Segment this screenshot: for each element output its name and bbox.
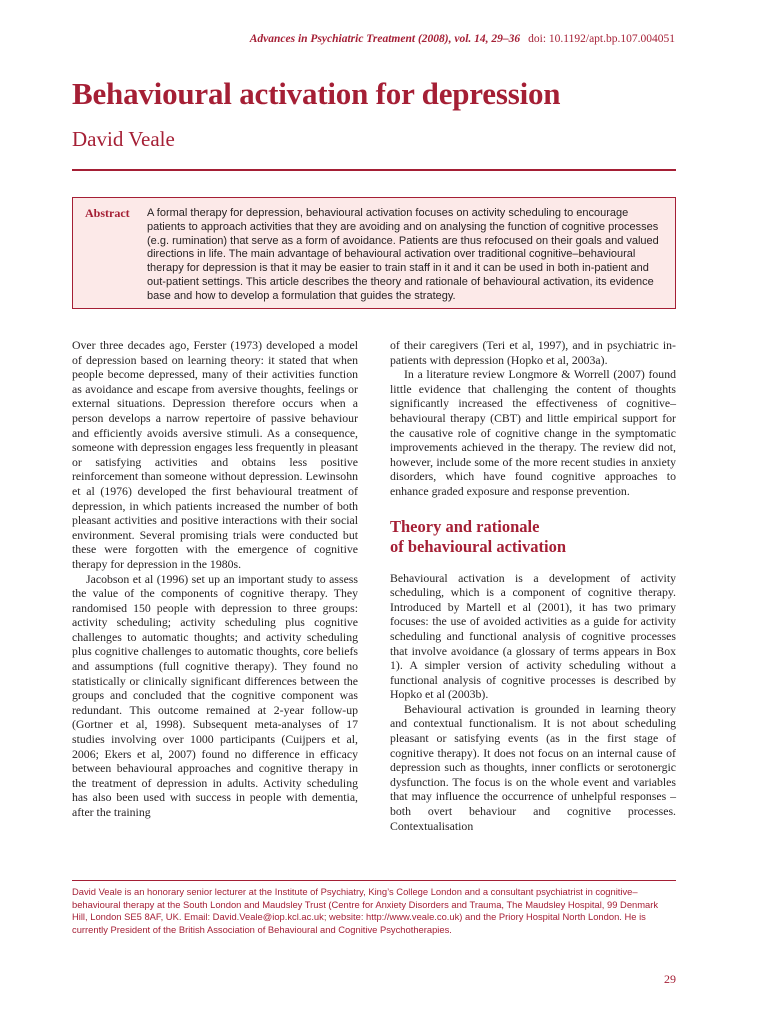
- body-paragraph: In a literature review Longmore & Worrell (2007) found little evidence that challenging the content of thoughts significantly increased the effectiveness of cognitive–behavioural therapy (CBT) and little empirical support for the causative role of cognitive change in the symptomatic improvements achieved in the therapy. The review did not, however, include some of the more recent studies in anxiety disorders, which have found cognitive approaches to enhance graded exposure and response prevention.: [390, 367, 676, 498]
- body-paragraph: Over three decades ago, Ferster (1973) developed a model of depression based on learning theory: it stated that when people become depressed, many of their activities function as avoidance and escape from aversive thoughts, feelings or external situations. Depression therefore occurs when a person develops a narrow repertoire of passive behaviour and efficiently avoids aversive stimuli. As a consequence, someone with depression engages less frequently in pleasant or satisfying activities and obtains less positive reinforcement than someone without depression. Lewinsohn et al (1976) developed the first behavioural treatment of depression, in which patients increased the number of both pleasant activities and positive interactions with their social environment. Several promising trials were conducted but these were forgotten with the emergence of cognitive therapy for depression in the 1980s.: [72, 338, 358, 571]
- journal-name: Advances in Psychiatric Treatment (2008), vol. 14, 29–36: [249, 33, 521, 45]
- section-heading-line-2: of behavioural activation: [390, 536, 566, 556]
- body-paragraph: Jacobson et al (1996) set up an important study to assess the value of the components of cognitive therapy. They randomised 150 people with depression to three groups: activity scheduling; activity scheduling plus cognitive challenges to automatic thoughts; and activity scheduling plus cognitive challenges to automatic thoughts, core beliefs and assumptions (full cognitive therapy). They found no statistically or clinically significant differences between the groups and concluded that the cognitive component was redundant. This outcome remained at 2-year follow-up (Gortner et al, 1998). Subsequent meta-analyses of 17 studies involving over 1000 participants (Cuijpers et al, 2006; Ekers et al, 2007) found no difference in efficacy between behavioural approaches and cognitive therapy in the treatment of depression in adults. Activity scheduling has also been used with success in people with dementia, after the training: [72, 571, 358, 819]
- doi[interactable]: doi: 10.1192/apt.bp.107.004051: [528, 33, 675, 45]
- title-divider: [72, 169, 676, 171]
- journal-citation: [72, 33, 675, 45]
- body-paragraph: Behavioural activation is grounded in learning theory and contextual functionalism. It is not about scheduling pleasant or satisfying events (as in the first stage of cognitive therapy). It does not focus on an internal cause of depression such as thoughts, inner conflicts or serotonergic dysfunction. The focus is on the whole event and variables that may influence the occurrence of unhelpful responses – both overt behaviour and cognitive processes. Contextualisation: [390, 701, 676, 833]
- article-author: David Veale: [72, 127, 175, 151]
- section-heading-line-1: Theory and rationale: [390, 516, 540, 536]
- author-footnote: David Veale is an honorary senior lecturer at the Institute of Psychiatry, King’s College London and a consultant psychiatrist in cognitive–behavioural therapy at the South London and Maudsley Trust (Centre for Anxiety Disorders and Trauma, The Maudsley Hospital, 99 Denmark Hill, London SE5 8AF, UK. Email: David.Veale@iop.kcl.ac.uk; website: http://www.veale.co.uk) and the Priory Hospital North London. He is currently President of the British Association of Behavioural and Cognitive Psychotherapies.: [72, 886, 659, 935]
- abstract-text: A formal therapy for depression, behavioural activation focuses on activity scheduling to encourage patients to approach activities that they are avoiding and on analysing the function of cognitive processes (e.g. rumination) that serve as a form of avoidance. Patients are thus refocused on their goals and valued directions in life. The main advantage of behavioural activation over traditional cognitive–behavioural therapy for depression is that it may be easier to train staff in it and it can be used in both in-patient and out-patient settings. This article describes the theory and rationale of behavioural activation, its evidence base and how to develop a formulation that guides the strategy.: [147, 207, 659, 302]
- page-number: 29: [664, 972, 676, 986]
- abstract-label: Abstract: [85, 206, 130, 220]
- abstract-box: [72, 197, 676, 309]
- footnote-divider: [72, 880, 676, 881]
- body-column-right: [390, 338, 676, 833]
- body-paragraph: Behavioural activation is a development of activity scheduling, which is a component of cognitive therapy. Introduced by Martell et al (2001), it has two primary focuses: the use of avoided activities as a guide for activity scheduling and functional analysis of cognitive processes that involve avoidance (a glossary of terms appears in Box 1). A simpler version of activity scheduling without a functional analysis of cognitive processes is described by Hopko et al (2003b).: [390, 570, 676, 702]
- article-title: Behavioural activation for depression: [72, 76, 561, 111]
- section-heading: [390, 517, 676, 557]
- body-paragraph: of their caregivers (Teri et al, 1997), and in psychiatric in-patients with depression (Hopko et al, 2003a).: [390, 338, 676, 367]
- body-column-left: [72, 338, 358, 820]
